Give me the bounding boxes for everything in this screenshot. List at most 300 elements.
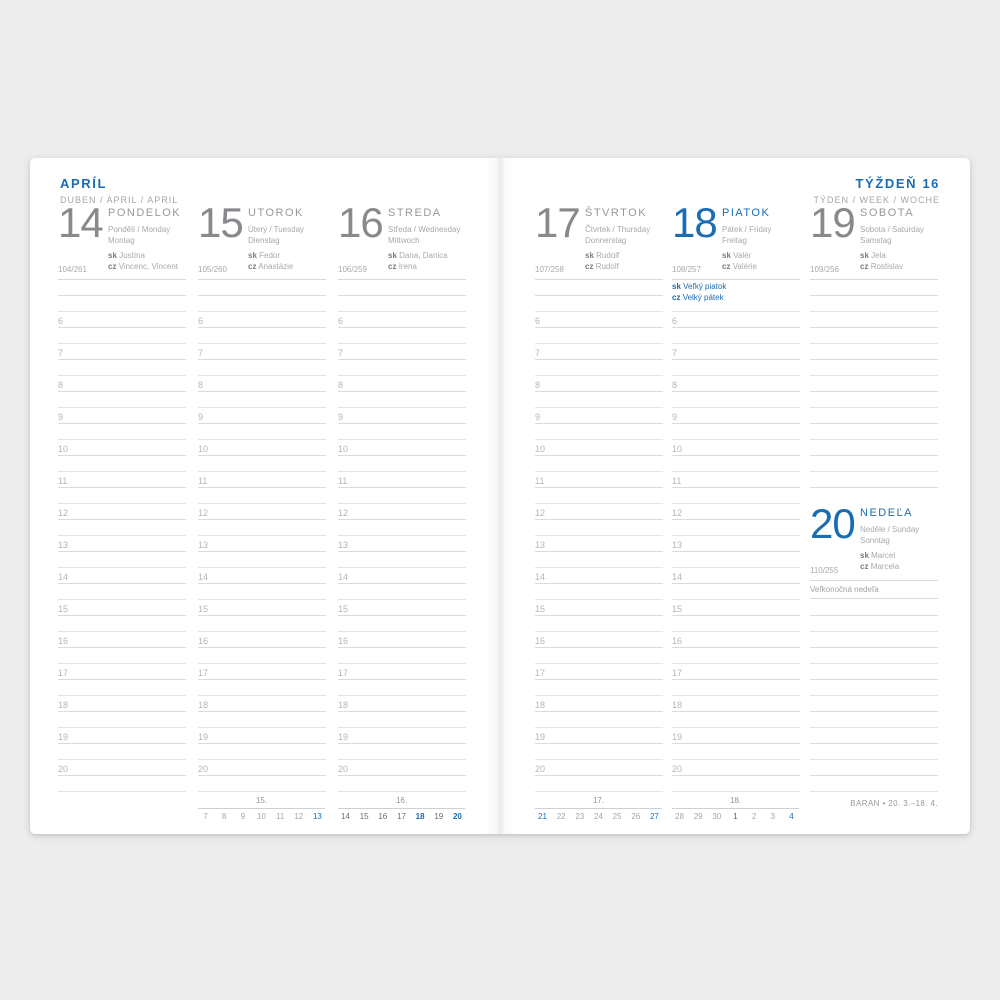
- hour-row: [338, 392, 466, 408]
- mini-day: 15: [359, 812, 369, 821]
- hour-row: [58, 616, 186, 632]
- day-of-year: 104/261: [58, 265, 87, 274]
- hour-label: 14: [198, 572, 209, 582]
- mini-calendar-week-15: [198, 796, 325, 821]
- hour-label: 14: [58, 572, 69, 582]
- hour-row: [338, 744, 466, 760]
- hour-row: [810, 296, 938, 312]
- hour-row: [672, 776, 800, 792]
- hour-row: [672, 760, 800, 776]
- mini-week-days: [198, 809, 325, 821]
- hour-row: [198, 712, 326, 728]
- hour-row: [338, 552, 466, 568]
- hour-row: [58, 712, 186, 728]
- hour-label: 16: [535, 636, 546, 646]
- cz-prefix: cz: [860, 562, 869, 571]
- sk-prefix: sk: [585, 251, 594, 260]
- hour-label: 19: [338, 732, 349, 742]
- hour-row: [810, 760, 938, 776]
- mini-day: 24: [594, 812, 603, 821]
- hour-label: 15: [338, 604, 349, 614]
- hour-row: [198, 776, 326, 792]
- hour-row: [535, 744, 663, 760]
- hour-row: [672, 504, 800, 520]
- cz-name: Irena: [398, 262, 417, 271]
- sk-name: Dana, Danica: [399, 251, 448, 260]
- day-column-tuesday: [198, 199, 326, 792]
- hour-row: [338, 424, 466, 440]
- hour-label: 6: [198, 316, 204, 326]
- name-day-cz: [248, 261, 326, 272]
- hour-label: 19: [535, 732, 546, 742]
- hour-row: [198, 456, 326, 472]
- mini-day: 25: [612, 812, 622, 821]
- hour-row: [535, 600, 663, 616]
- day-translation-line2: Samstag: [860, 236, 892, 245]
- hour-label: 13: [198, 540, 209, 550]
- hour-row: [672, 616, 800, 632]
- hour-row: [58, 280, 186, 296]
- hour-label: 8: [672, 380, 678, 390]
- mini-day: 8: [221, 812, 227, 821]
- hour-row: [810, 312, 938, 328]
- day-translation-line1: Pondělí / Monday: [108, 225, 171, 234]
- mini-calendar-week-16: [338, 796, 465, 821]
- hour-label: 11: [338, 476, 348, 486]
- hour-label: 10: [535, 444, 546, 454]
- hour-row: [58, 584, 186, 600]
- hour-row: [535, 456, 663, 472]
- cz-name: Rostislav: [870, 262, 904, 271]
- hour-row: [198, 664, 326, 680]
- hour-label: 18: [672, 700, 683, 710]
- hour-row: [198, 280, 326, 296]
- hour-row: [810, 424, 938, 440]
- sk-prefix: sk: [722, 251, 731, 260]
- hour-row: [535, 376, 663, 392]
- hour-label: 12: [535, 508, 546, 518]
- hour-label: 18: [338, 700, 349, 710]
- mini-day: 2: [751, 812, 757, 821]
- hour-row: [58, 424, 186, 440]
- day-translation-line1: Středa / Wednesday: [388, 225, 461, 234]
- mini-calendar-week-18: [672, 796, 799, 821]
- name-day-sk: [860, 550, 938, 561]
- day-translation-line2: Mittwoch: [388, 236, 420, 245]
- hour-label: 16: [338, 636, 349, 646]
- month-subtitle: DUBEN / APRIL / APRIL: [60, 195, 179, 205]
- hour-row: [58, 696, 186, 712]
- planner-spread: [30, 158, 970, 834]
- hour-label: 11: [58, 476, 68, 486]
- name-day-cz: [722, 261, 800, 272]
- hour-label: 19: [58, 732, 69, 742]
- mini-week-days: [672, 809, 799, 821]
- holiday-sk-text: Veľký piatok: [683, 282, 727, 291]
- hour-label: 11: [198, 476, 208, 486]
- cz-prefix: cz: [388, 262, 397, 271]
- day-translation-line1: Čtvrtek / Thursday: [585, 225, 651, 234]
- cz-name: Vincenc, Vincent: [118, 262, 178, 271]
- mini-day: 30: [712, 812, 722, 821]
- sk-prefix: sk: [672, 282, 681, 291]
- day-number: 18: [672, 199, 717, 246]
- hour-row: [58, 536, 186, 552]
- hour-row: [338, 600, 466, 616]
- sk-prefix: sk: [108, 251, 117, 260]
- hour-label: 14: [672, 572, 683, 582]
- hour-row: [672, 728, 800, 744]
- name-day-cz: [108, 261, 186, 272]
- mini-day: 21: [538, 812, 547, 821]
- mini-week-days: [338, 809, 465, 821]
- mini-week-label: 17.: [535, 796, 662, 809]
- name-day-cz: [388, 261, 466, 272]
- hour-row: [338, 568, 466, 584]
- hour-label: 16: [198, 636, 209, 646]
- hour-row: [810, 728, 938, 744]
- hour-label: 19: [198, 732, 209, 742]
- cz-prefix: cz: [585, 262, 594, 271]
- hour-row: [672, 536, 800, 552]
- day-header-text: [388, 207, 466, 272]
- name-days: [585, 250, 663, 272]
- hour-row: [672, 456, 800, 472]
- month-title: APRÍL: [60, 176, 107, 191]
- hour-row: [198, 600, 326, 616]
- hour-row: [535, 328, 663, 344]
- day-translation-line2: Montag: [108, 236, 135, 245]
- hour-row: [535, 696, 663, 712]
- hour-row: [58, 664, 186, 680]
- hour-row: [198, 696, 326, 712]
- sk-name: Rudolf: [596, 251, 620, 260]
- day-number: 20: [810, 500, 855, 547]
- hour-row: [198, 728, 326, 744]
- hour-grid: [198, 279, 326, 792]
- day-header: [198, 199, 326, 279]
- hour-row: [58, 296, 186, 312]
- hour-row: [198, 408, 326, 424]
- hour-row: [338, 616, 466, 632]
- mini-day: 20: [452, 812, 462, 821]
- hour-row: [810, 776, 938, 792]
- hour-row: [810, 600, 938, 616]
- hour-row: [810, 632, 938, 648]
- hour-row: [672, 744, 800, 760]
- hour-row: [58, 552, 186, 568]
- hour-row: [672, 440, 800, 456]
- hour-row: [810, 456, 938, 472]
- hour-row: [810, 440, 938, 456]
- holiday-sk: [672, 281, 726, 292]
- hour-row: [810, 280, 938, 296]
- hour-label: 18: [535, 700, 546, 710]
- hour-row: [58, 472, 186, 488]
- hour-row: [198, 312, 326, 328]
- hour-row: [672, 520, 800, 536]
- hour-row: [198, 536, 326, 552]
- sk-prefix: sk: [248, 251, 257, 260]
- hour-label: 7: [198, 348, 204, 358]
- mini-week-days: [535, 809, 662, 821]
- hour-label: 9: [535, 412, 541, 422]
- hour-label: 6: [672, 316, 678, 326]
- day-translation-line1: Úterý / Tuesday: [248, 225, 305, 234]
- hour-label: 20: [338, 764, 349, 774]
- cz-prefix: cz: [108, 262, 117, 271]
- sk-name: Valér: [733, 251, 752, 260]
- hour-row: [198, 296, 326, 312]
- cz-prefix: cz: [722, 262, 731, 271]
- mini-day: 27: [649, 812, 659, 821]
- sunday-block: [810, 500, 938, 599]
- hour-row: [198, 568, 326, 584]
- name-days: [388, 250, 466, 272]
- mini-day: 13: [312, 812, 322, 821]
- hour-row: [198, 760, 326, 776]
- hour-row: [535, 472, 663, 488]
- hour-label: 7: [672, 348, 678, 358]
- hour-row: [58, 312, 186, 328]
- name-day-cz: [860, 261, 938, 272]
- cz-name: Valérie: [732, 262, 757, 271]
- hour-label: 8: [535, 380, 541, 390]
- hour-grid: [58, 279, 186, 792]
- hour-label: 18: [58, 700, 69, 710]
- hour-row: [58, 728, 186, 744]
- friday-holiday-note: [672, 281, 726, 303]
- page-spine: [486, 158, 514, 834]
- hour-row: [198, 680, 326, 696]
- hour-label: 15: [58, 604, 69, 614]
- hour-row: [535, 728, 663, 744]
- hour-row: [58, 392, 186, 408]
- hour-row: [338, 712, 466, 728]
- day-translations: [388, 224, 466, 246]
- hour-row: [198, 488, 326, 504]
- hour-row: [535, 632, 663, 648]
- hour-row: [672, 664, 800, 680]
- hour-row: [338, 440, 466, 456]
- week-subtitle: TÝDEN / WEEK / WOCHE: [813, 195, 940, 205]
- cz-prefix: cz: [248, 262, 257, 271]
- day-name: NEDEĽA: [860, 507, 914, 519]
- hour-row: [58, 600, 186, 616]
- day-number: 19: [810, 199, 855, 246]
- hour-row: [535, 536, 663, 552]
- hour-label: 11: [672, 476, 682, 486]
- hour-row: [58, 376, 186, 392]
- hour-row: [672, 696, 800, 712]
- hour-label: 20: [58, 764, 69, 774]
- mini-day: 22: [556, 812, 566, 821]
- hour-row: [198, 328, 326, 344]
- name-days: [860, 550, 938, 572]
- hour-label: 8: [58, 380, 64, 390]
- hour-row: [535, 488, 663, 504]
- hour-row: [198, 648, 326, 664]
- hour-row: [535, 344, 663, 360]
- hour-row: [535, 712, 663, 728]
- sk-prefix: sk: [860, 551, 869, 560]
- hour-row: [672, 552, 800, 568]
- day-number: 15: [198, 199, 243, 246]
- mini-day: 16: [378, 812, 388, 821]
- hour-row: [810, 376, 938, 392]
- hour-label: 11: [535, 476, 545, 486]
- hour-row: [198, 584, 326, 600]
- hour-label: 13: [672, 540, 683, 550]
- day-header-text: [248, 207, 326, 272]
- hour-row: [58, 744, 186, 760]
- hour-row: [58, 408, 186, 424]
- hour-row: [535, 648, 663, 664]
- hour-row: [338, 760, 466, 776]
- hour-label: 16: [58, 636, 69, 646]
- hour-row: [338, 376, 466, 392]
- hour-row: [58, 328, 186, 344]
- hour-label: 15: [535, 604, 546, 614]
- day-translations: [722, 224, 800, 246]
- mini-day: 12: [294, 812, 304, 821]
- hour-row: [535, 680, 663, 696]
- hour-label: 17: [338, 668, 349, 678]
- day-header: [672, 199, 800, 279]
- hour-row: [672, 392, 800, 408]
- mini-week-label: 16.: [338, 796, 465, 809]
- mini-day: 11: [275, 812, 285, 821]
- hour-row: [58, 520, 186, 536]
- week-title: TÝŽDEŇ 16: [855, 176, 940, 191]
- hour-row: [198, 392, 326, 408]
- day-number: 17: [535, 199, 580, 246]
- hour-grid: [338, 279, 466, 792]
- hour-label: 19: [672, 732, 683, 742]
- hour-row: [58, 440, 186, 456]
- mini-day: 26: [631, 812, 641, 821]
- hour-row: [810, 680, 938, 696]
- sk-prefix: sk: [860, 251, 869, 260]
- hour-label: 16: [672, 636, 683, 646]
- day-name: ŠTVRTOK: [585, 207, 648, 219]
- mini-week-label: 18.: [672, 796, 799, 809]
- holiday-cz-text: Velký pátek: [682, 293, 724, 302]
- hour-row: [672, 328, 800, 344]
- hour-row: [535, 296, 663, 312]
- hour-row: [338, 728, 466, 744]
- cz-name: Marcela: [870, 562, 900, 571]
- mini-day: 7: [203, 812, 208, 821]
- hour-label: 20: [535, 764, 546, 774]
- hour-row: [672, 568, 800, 584]
- day-header: [338, 199, 466, 279]
- hour-label: 7: [535, 348, 541, 358]
- hour-row: [535, 280, 663, 296]
- cz-prefix: cz: [672, 293, 681, 302]
- mini-day: 18: [415, 812, 425, 821]
- name-day-sk: [722, 250, 800, 261]
- hour-row: [198, 472, 326, 488]
- hour-row: [338, 488, 466, 504]
- day-header-text: [585, 207, 663, 272]
- name-days: [722, 250, 800, 272]
- hour-row: [672, 424, 800, 440]
- zodiac-note: BARAN • 20. 3.–18. 4.: [850, 799, 938, 808]
- hour-row: [535, 440, 663, 456]
- hour-row: [535, 360, 663, 376]
- hour-row: [338, 696, 466, 712]
- hour-row: [58, 632, 186, 648]
- hour-row: [535, 664, 663, 680]
- hour-row: [58, 648, 186, 664]
- hour-row: [198, 344, 326, 360]
- hour-label: 13: [535, 540, 546, 550]
- hour-label: 13: [58, 540, 69, 550]
- hour-row: [58, 504, 186, 520]
- hour-row: [198, 424, 326, 440]
- hour-label: 9: [672, 412, 678, 422]
- hour-row: [58, 344, 186, 360]
- hour-row: [198, 504, 326, 520]
- mini-day: 4: [789, 812, 794, 821]
- hour-row: [672, 312, 800, 328]
- hour-label: 15: [198, 604, 209, 614]
- hour-label: 12: [58, 508, 69, 518]
- hour-row: [198, 552, 326, 568]
- day-number: 14: [58, 199, 103, 246]
- hour-label: 9: [198, 412, 204, 422]
- mini-day: 1: [733, 812, 738, 821]
- day-of-year: 105/260: [198, 265, 227, 274]
- day-translation-line1: Pátek / Friday: [722, 225, 772, 234]
- hour-row: [810, 712, 938, 728]
- holiday-cz: [672, 292, 726, 303]
- mini-day: 17: [397, 812, 406, 821]
- name-day-sk: [860, 250, 938, 261]
- hour-row: [338, 664, 466, 680]
- cz-name: Rudolf: [595, 262, 619, 271]
- hour-row: [338, 520, 466, 536]
- hour-row: [810, 696, 938, 712]
- name-days: [860, 250, 938, 272]
- hour-row: [535, 552, 663, 568]
- mini-day: 19: [434, 812, 444, 821]
- hour-row: [58, 456, 186, 472]
- hour-row: [535, 520, 663, 536]
- hour-label: 17: [535, 668, 546, 678]
- sk-name: Jela: [871, 251, 886, 260]
- day-header: [535, 199, 663, 279]
- day-number: 16: [338, 199, 383, 246]
- hour-row: [672, 488, 800, 504]
- hour-label: 10: [198, 444, 209, 454]
- hour-row: [338, 776, 466, 792]
- hour-grid: [535, 279, 663, 792]
- hour-row: [338, 280, 466, 296]
- mini-day: 14: [341, 812, 350, 821]
- sk-name: Marcel: [871, 551, 896, 560]
- hour-label: 15: [672, 604, 683, 614]
- sunday-holiday-note: Veľkonočná nedeľa: [810, 581, 938, 599]
- sk-name: Fedor: [259, 251, 281, 260]
- hour-row: [338, 536, 466, 552]
- day-translations: [248, 224, 326, 246]
- hour-label: 6: [338, 316, 344, 326]
- day-header-text: [722, 207, 800, 272]
- hour-row: [198, 440, 326, 456]
- sk-name: Justína: [119, 251, 145, 260]
